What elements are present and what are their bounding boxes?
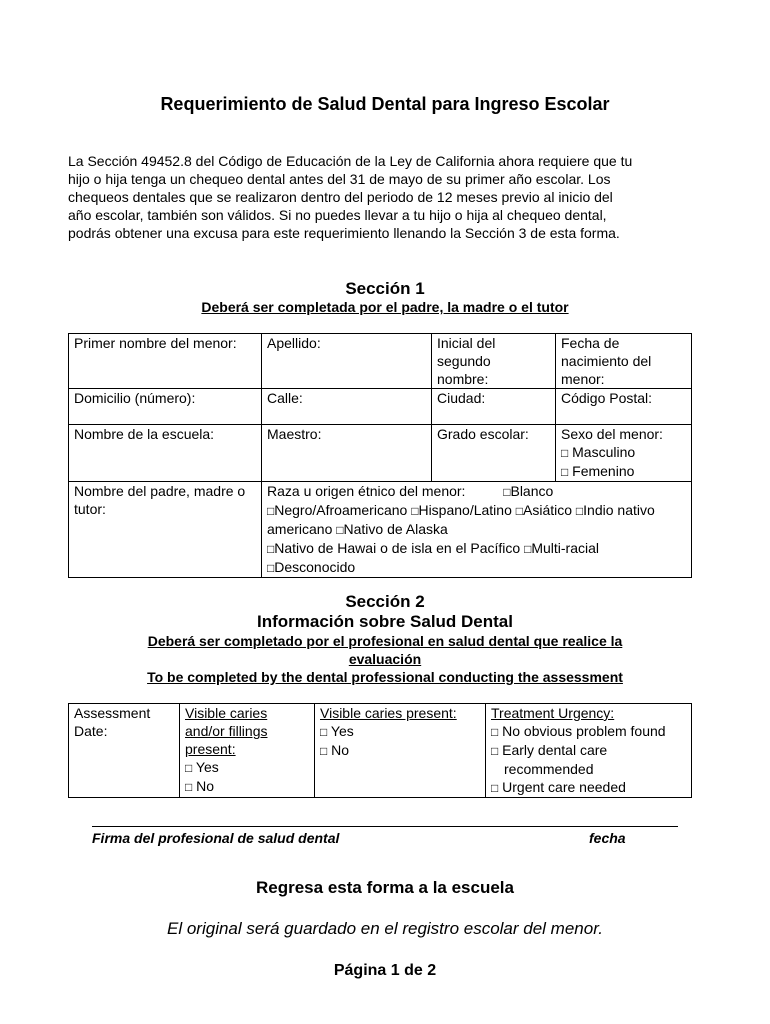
last-name-label: Apellido: [267,335,321,351]
race-alaska-option[interactable] [336,521,448,537]
race-white-option[interactable] [503,483,553,499]
urgency-urgent-label: Urgent care needed [502,779,626,795]
checkbox-icon[interactable]: □ [267,542,275,556]
first-name-label: Primer nombre del menor: [74,335,237,351]
street-field[interactable] [262,389,432,425]
sex-female-label: Femenino [572,463,635,479]
signature-line[interactable] [92,826,678,827]
race-native-label: Indio nativo americano [267,502,655,537]
caries-fillings-label: and/or fillings [185,723,268,739]
caries-present-field [315,704,486,798]
caries-fillings-no-option[interactable] [185,777,309,796]
race-unknown-option[interactable] [267,559,355,575]
race-multi-label: Multi-racial [531,540,599,556]
sex-label: Sexo del menor: [561,426,663,442]
section2-heading: Sección 2 [345,592,425,611]
race-asian-label: Asiático [523,502,573,518]
checkbox-icon[interactable]: □ [336,523,344,537]
teacher-label: Maestro: [267,426,322,442]
race-black-option[interactable] [267,502,407,518]
birth-date-label: nacimiento del [561,353,652,369]
urgency-none-option[interactable] [491,722,686,741]
intro-line: La Sección 49452.8 del Código de Educación de la Ley de California ahora requiere que tu [68,153,633,169]
birth-date-label: Fecha de [561,335,620,351]
urgency-early-label: Early dental care [502,742,608,758]
checkbox-icon[interactable]: □ [491,781,499,795]
sex-male-label: Masculino [572,444,636,460]
checkbox-icon[interactable]: □ [185,780,193,794]
caries-present-no-option[interactable] [320,741,480,760]
section2-subheading-english: To be completed by the dental professional conducting the assessment [147,669,623,685]
checkbox-icon[interactable]: □ [491,744,499,758]
urgency-urgent-option[interactable] [491,778,686,797]
race-hawaii-label: Nativo de Hawai o de isla en el Pacífico [274,540,521,556]
original-note: El original será guardado en el registro escolar del menor. [167,919,603,938]
treatment-urgency-label: Treatment Urgency: [491,705,615,721]
race-alaska-label: Nativo de Alaska [343,521,448,537]
caries-present-label: Visible caries present: [320,705,457,721]
checkbox-icon[interactable]: □ [561,446,569,460]
grade-label: Grado escolar: [437,426,529,442]
checkbox-icon[interactable]: □ [561,465,569,479]
caries-fillings-field [180,704,315,798]
assessment-date-field[interactable] [69,704,180,798]
checkbox-icon[interactable]: □ [524,542,532,556]
first-name-field[interactable] [69,334,262,389]
checkbox-icon[interactable]: □ [320,725,328,739]
assessment-date-label: Assessment [74,705,151,721]
checkbox-icon[interactable]: □ [575,504,584,518]
intro-paragraph [68,152,708,242]
intro-line: chequeos dentales que se realizaron dentro del periodo de 12 meses previo al inicio del [68,189,613,205]
school-name-label: Nombre de la escuela: [74,426,215,442]
race-unknown-label: Desconocido [274,559,356,575]
checkbox-icon[interactable]: □ [515,504,523,518]
race-field [262,482,692,578]
treatment-urgency-field [486,704,692,798]
race-label: Raza u origen étnico del menor: [267,483,466,499]
school-name-field[interactable] [69,425,262,482]
race-hawaii-option[interactable] [267,540,520,556]
middle-initial-label: Inicial del [437,335,496,351]
intro-line: podrás obtener una excusa para este requerimiento llenando la Sección 3 de esta forma. [68,225,620,241]
city-field[interactable] [432,389,556,425]
checkbox-icon[interactable]: □ [320,744,328,758]
signature-label: Firma del profesional de salud dental [92,830,340,846]
parent-name-label: Nombre del padre, madre o tutor: [74,483,246,517]
return-instruction: Regresa esta forma a la escuela [256,878,514,897]
birth-date-field[interactable] [556,334,692,389]
birth-date-label: menor: [561,371,605,387]
yes-label: Yes [195,759,219,775]
section2-title: Información sobre Salud Dental [257,612,513,631]
caries-fillings-yes-option[interactable] [185,758,309,777]
page-number: Página 1 de 2 [333,962,437,979]
section2-subheading [0,632,770,686]
checkbox-icon[interactable]: □ [185,761,193,775]
checkbox-icon[interactable]: □ [491,725,499,739]
race-multi-option[interactable] [524,540,599,556]
race-hispanic-label: Hispano/Latino [418,502,512,518]
zip-field[interactable] [556,389,692,425]
caries-fillings-label: present: [185,741,236,757]
page-title: Requerimiento de Salud Dental para Ingreso Escolar [160,94,610,114]
race-hispanic-option[interactable] [411,502,512,518]
section1-subheading: Deberá ser completada por el padre, la madre o el tutor [201,299,569,315]
middle-initial-label: segundo [437,353,491,369]
checkbox-icon[interactable]: □ [267,504,275,518]
urgency-early-label: recommended [504,761,594,777]
intro-line: año escolar, también son válidos. Si no puedes llevar a tu hijo o hija al chequeo dental, [68,207,607,223]
race-asian-option[interactable] [516,502,572,518]
checkbox-icon[interactable]: □ [267,561,275,575]
caries-present-yes-option[interactable] [320,722,480,741]
urgency-none-label: No obvious problem found [502,723,666,739]
yes-label: Yes [330,723,354,739]
grade-field[interactable] [432,425,556,482]
section2-table [68,703,692,798]
checkbox-icon[interactable]: □ [503,485,511,499]
section1-heading: Sección 1 [345,279,425,298]
intro-line: hijo o hija tenga un chequeo dental antes del 31 de mayo de su primer año escolar. Los [68,171,611,187]
middle-initial-field[interactable] [432,334,556,389]
no-label: No [331,742,350,758]
city-label: Ciudad: [437,390,486,406]
caries-fillings-label: Visible caries [185,705,268,721]
race-white-label: Blanco [510,483,554,499]
last-name-field[interactable] [262,334,432,389]
checkbox-icon[interactable]: □ [411,504,419,518]
teacher-field[interactable] [262,425,432,482]
assessment-date-label: Date: [74,723,108,739]
sex-field [556,425,692,482]
sex-male-option[interactable] [561,443,686,462]
address-number-label: Domicilio (número): [74,390,196,406]
section2-subheading-line: Deberá ser completado por el profesional en salud dental que realice la [147,633,623,649]
no-label: No [196,778,215,794]
section2-subheading-line: evaluación [348,651,422,667]
zip-label: Código Postal: [561,390,653,406]
street-label: Calle: [267,390,303,406]
address-number-field[interactable] [69,389,262,425]
section1-table [68,333,692,578]
urgency-early-option[interactable] [491,741,686,760]
signature-date-label: fecha [589,830,626,846]
sex-female-option[interactable] [561,462,686,481]
parent-name-field[interactable] [69,482,262,578]
race-black-label: Negro/Afroamericano [274,502,408,518]
middle-initial-label: nombre: [437,371,489,387]
